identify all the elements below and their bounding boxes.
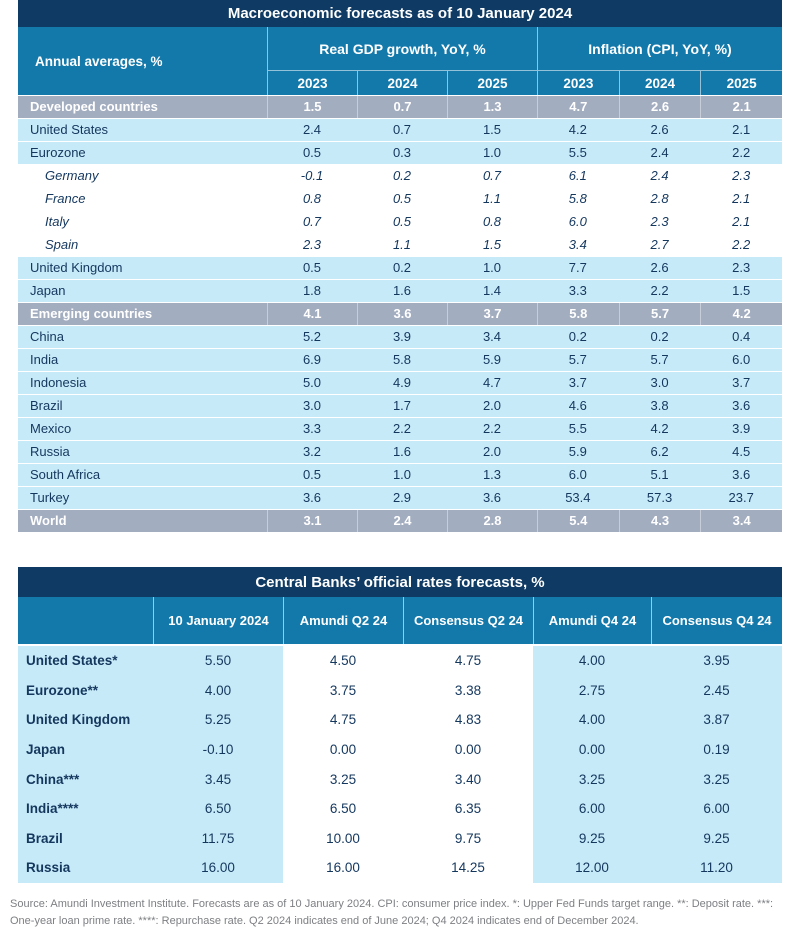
value-cell: 16.00 (283, 853, 403, 883)
value-cell: 2.2 (482, 421, 502, 436)
table-row-developed-countries (18, 95, 782, 118)
value-cell: 9.25 (533, 824, 651, 854)
table-row-brazil (18, 824, 782, 854)
row-label: Mexico (30, 421, 72, 436)
row-label: China*** (18, 764, 153, 794)
value-cell: 1.8 (302, 283, 322, 298)
value-cell: 5.9 (482, 352, 502, 367)
value-cell: 4.5 (732, 444, 751, 459)
value-cell: 2.75 (533, 676, 651, 706)
row-label: India**** (18, 794, 153, 824)
value-cell: 0.5 (302, 467, 322, 482)
value-cell: 3.6 (732, 467, 751, 482)
rates-table-title: Central Banks’ official rates forecasts, % (18, 567, 782, 597)
value-cell: 3.7 (447, 303, 537, 325)
value-cell: 4.83 (403, 705, 533, 735)
value-cell: 2.1 (700, 96, 782, 118)
value-cell: 14.25 (403, 853, 533, 883)
value-cell: 3.87 (651, 705, 782, 735)
table-row-united-states (18, 646, 782, 676)
row-label: South Africa (30, 467, 101, 482)
value-cell: 6.0 (732, 352, 751, 367)
value-cell: 2.4 (302, 122, 322, 137)
value-cell: 4.75 (403, 646, 533, 676)
table-row-russia (18, 440, 782, 463)
value-cell: 53.4 (565, 490, 591, 505)
value-cell: 2.6 (650, 122, 669, 137)
value-cell: 5.4 (537, 510, 619, 532)
value-cell: -0.1 (300, 168, 324, 183)
table-row-india (18, 794, 782, 824)
value-cell: 2.4 (650, 168, 669, 183)
value-cell: 5.7 (650, 352, 669, 367)
table-row-south-africa (18, 463, 782, 486)
value-cell: -0.10 (153, 735, 283, 765)
row-label: United States* (18, 646, 153, 676)
table-row-japan (18, 735, 782, 765)
value-cell: 2.3 (650, 214, 669, 229)
year-header: 2023 (267, 71, 357, 95)
value-cell: 2.9 (392, 490, 412, 505)
rates-table-body (18, 644, 782, 883)
table-row-france (18, 187, 782, 210)
value-cell: 2.1 (732, 214, 751, 229)
table-row-united-kingdom (18, 256, 782, 279)
value-cell: 0.8 (302, 191, 322, 206)
value-cell: 6.0 (568, 467, 587, 482)
row-label: Developed countries (30, 99, 158, 114)
row-label: Brazil (30, 398, 63, 413)
central-bank-rates-table (18, 567, 782, 883)
value-cell: 0.2 (392, 168, 412, 183)
value-cell: 9.25 (651, 824, 782, 854)
value-cell: 7.7 (568, 260, 587, 275)
value-cell: 4.7 (482, 375, 502, 390)
row-label: China (30, 329, 64, 344)
year-header: 2023 (537, 71, 619, 95)
value-cell: 4.7 (537, 96, 619, 118)
value-cell: 5.8 (568, 191, 587, 206)
value-cell: 12.00 (533, 853, 651, 883)
year-header-row (267, 70, 782, 95)
value-cell: 5.0 (302, 375, 322, 390)
value-cell: 4.2 (700, 303, 782, 325)
value-cell: 2.3 (302, 237, 322, 252)
table-row-india (18, 348, 782, 371)
row-label: Brazil (18, 824, 153, 854)
value-cell: 3.4 (568, 237, 587, 252)
value-cell: 6.9 (302, 352, 322, 367)
value-cell: 3.40 (403, 764, 533, 794)
value-cell: 9.75 (403, 824, 533, 854)
value-cell: 2.45 (651, 676, 782, 706)
value-cell: 0.3 (392, 145, 412, 160)
table-row-brazil (18, 394, 782, 417)
value-cell: 2.1 (732, 191, 751, 206)
value-cell: 0.5 (392, 214, 412, 229)
value-cell: 3.7 (732, 375, 751, 390)
year-header: 2024 (619, 71, 701, 95)
value-cell: 6.50 (153, 794, 283, 824)
value-cell: 0.7 (357, 96, 447, 118)
value-cell: 2.6 (650, 260, 669, 275)
value-cell: 3.3 (568, 283, 587, 298)
value-cell: 3.75 (283, 676, 403, 706)
value-cell: 3.6 (482, 490, 502, 505)
year-header: 2025 (700, 71, 782, 95)
value-cell: 1.0 (482, 260, 502, 275)
value-cell: 23.7 (728, 490, 754, 505)
value-cell: 1.5 (482, 122, 502, 137)
table-row-germany (18, 164, 782, 187)
table-row-world (18, 509, 782, 532)
value-cell: 5.50 (153, 646, 283, 676)
value-cell: 1.3 (447, 96, 537, 118)
value-cell: 1.5 (267, 96, 357, 118)
value-cell: 0.4 (732, 329, 751, 344)
value-cell: 0.19 (651, 735, 782, 765)
column-header: Consensus Q2 24 (403, 597, 533, 644)
value-cell: 3.95 (651, 646, 782, 676)
value-cell: 1.6 (392, 283, 412, 298)
table-row-italy (18, 210, 782, 233)
value-cell: 6.50 (283, 794, 403, 824)
row-label: Turkey (30, 490, 70, 505)
value-cell: 3.1 (267, 510, 357, 532)
value-cell: 2.2 (392, 421, 412, 436)
value-cell: 2.0 (482, 398, 502, 413)
rates-table-header (18, 597, 782, 644)
value-cell: 3.4 (700, 510, 782, 532)
row-label: Japan (30, 283, 66, 298)
value-cell: 3.45 (153, 764, 283, 794)
value-cell: 2.7 (650, 237, 669, 252)
table-row-spain (18, 233, 782, 256)
value-cell: 5.7 (568, 352, 587, 367)
value-cell: 3.4 (482, 329, 502, 344)
value-cell: 0.00 (403, 735, 533, 765)
value-cell: 2.0 (482, 444, 502, 459)
value-cell: 3.25 (651, 764, 782, 794)
value-cell: 0.00 (283, 735, 403, 765)
table-row-japan (18, 279, 782, 302)
column-header: Consensus Q4 24 (651, 597, 782, 644)
value-cell: 3.38 (403, 676, 533, 706)
row-label: Italy (45, 214, 69, 229)
table-row-indonesia (18, 371, 782, 394)
value-cell: 3.25 (533, 764, 651, 794)
row-label: India (30, 352, 59, 367)
column-header-empty (18, 597, 153, 644)
row-label: United Kingdom (18, 705, 153, 735)
value-cell: 3.3 (302, 421, 322, 436)
macro-forecasts-table (18, 0, 782, 532)
value-cell: 2.2 (650, 283, 669, 298)
value-cell: 0.00 (533, 735, 651, 765)
value-cell: 0.2 (568, 329, 587, 344)
value-cell: 5.8 (392, 352, 412, 367)
row-label: Russia (18, 853, 153, 883)
value-cell: 2.8 (650, 191, 669, 206)
year-header: 2025 (447, 71, 537, 95)
value-cell: 6.0 (568, 214, 587, 229)
row-label: Germany (45, 168, 99, 183)
value-cell: 5.9 (568, 444, 587, 459)
value-cell: 2.4 (650, 145, 669, 160)
value-cell: 6.00 (533, 794, 651, 824)
value-cell: 2.8 (447, 510, 537, 532)
column-header: 10 January 2024 (153, 597, 283, 644)
value-cell: 16.00 (153, 853, 283, 883)
value-cell: 3.2 (302, 444, 322, 459)
table-row-eurozone (18, 676, 782, 706)
column-header: Amundi Q2 24 (283, 597, 403, 644)
value-cell: 0.7 (302, 214, 322, 229)
value-cell: 6.2 (650, 444, 669, 459)
value-cell: 2.4 (357, 510, 447, 532)
value-cell: 3.6 (732, 398, 751, 413)
value-cell: 0.5 (302, 260, 322, 275)
row-label: Indonesia (30, 375, 87, 390)
value-cell: 4.1 (267, 303, 357, 325)
table-row-turkey (18, 486, 782, 509)
value-cell: 5.2 (302, 329, 322, 344)
value-cell: 5.25 (153, 705, 283, 735)
value-cell: 0.7 (482, 168, 502, 183)
value-cell: 6.00 (651, 794, 782, 824)
value-cell: 3.9 (392, 329, 412, 344)
row-label: Eurozone** (18, 676, 153, 706)
value-cell: 3.9 (732, 421, 751, 436)
value-cell: 0.7 (392, 122, 412, 137)
value-cell: 4.2 (650, 421, 669, 436)
value-cell: 2.6 (619, 96, 701, 118)
row-label: Eurozone (30, 145, 86, 160)
macro-table-header (18, 27, 782, 95)
row-label: Russia (30, 444, 70, 459)
value-cell: 5.5 (568, 421, 587, 436)
row-label: Spain (45, 237, 79, 252)
value-cell: 4.3 (619, 510, 701, 532)
value-cell: 1.1 (482, 191, 502, 206)
value-cell: 10.00 (283, 824, 403, 854)
value-cell: 2.3 (732, 168, 751, 183)
value-cell: 1.7 (392, 398, 412, 413)
row-label: France (45, 191, 86, 206)
value-cell: 4.50 (283, 646, 403, 676)
value-cell: 0.8 (482, 214, 502, 229)
table-row-united-states (18, 118, 782, 141)
group-header-gdp: Real GDP growth, YoY, % (267, 27, 537, 70)
group-header-inflation: Inflation (CPI, YoY, %) (537, 27, 782, 70)
value-cell: 6.35 (403, 794, 533, 824)
value-cell: 11.20 (651, 853, 782, 883)
value-cell: 4.75 (283, 705, 403, 735)
value-cell: 5.7 (619, 303, 701, 325)
value-cell: 4.00 (533, 705, 651, 735)
value-cell: 0.2 (650, 329, 669, 344)
value-cell: 2.2 (732, 237, 751, 252)
value-cell: 1.3 (482, 467, 502, 482)
value-cell: 3.6 (357, 303, 447, 325)
value-cell: 1.0 (392, 467, 412, 482)
value-cell: 57.3 (646, 490, 673, 505)
macro-table-title: Macroeconomic forecasts as of 10 January 2024 (18, 0, 782, 27)
value-cell: 1.6 (392, 444, 412, 459)
value-cell: 2.2 (732, 145, 751, 160)
value-cell: 2.3 (732, 260, 751, 275)
value-cell: 3.25 (283, 764, 403, 794)
value-cell: 1.1 (392, 237, 412, 252)
value-cell: 1.4 (482, 283, 502, 298)
value-cell: 3.8 (650, 398, 669, 413)
table-row-emerging-countries (18, 302, 782, 325)
year-header: 2024 (357, 71, 447, 95)
value-cell: 3.7 (568, 375, 587, 390)
row-label: Emerging countries (30, 306, 153, 321)
value-cell: 11.75 (153, 824, 283, 854)
value-cell: 4.00 (533, 646, 651, 676)
value-cell: 1.0 (482, 145, 502, 160)
value-cell: 3.0 (302, 398, 322, 413)
value-cell: 6.1 (568, 168, 587, 183)
value-cell: 0.5 (392, 191, 412, 206)
table-row-mexico (18, 417, 782, 440)
row-label: United Kingdom (30, 260, 123, 275)
table-row-china (18, 764, 782, 794)
table-row-china (18, 325, 782, 348)
value-cell: 3.6 (302, 490, 322, 505)
value-cell: 5.8 (537, 303, 619, 325)
value-cell: 1.5 (482, 237, 502, 252)
table-row-united-kingdom (18, 705, 782, 735)
row-header-label: Annual averages, % (35, 53, 163, 69)
value-cell: 1.5 (732, 283, 751, 298)
row-label: Japan (18, 735, 153, 765)
row-label: United States (30, 122, 109, 137)
value-cell: 2.1 (732, 122, 751, 137)
table-row-russia (18, 853, 782, 883)
row-label: World (30, 513, 67, 528)
macro-table-body (18, 95, 782, 532)
value-cell: 4.9 (392, 375, 412, 390)
value-cell: 5.1 (650, 467, 669, 482)
value-cell: 5.5 (568, 145, 587, 160)
value-cell: 4.6 (568, 398, 587, 413)
value-cell: 4.00 (153, 676, 283, 706)
value-cell: 3.0 (650, 375, 669, 390)
value-cell: 0.2 (392, 260, 412, 275)
source-footnote: Source: Amundi Investment Institute. Forecasts are as of 10 January 2024. CPI: consumer price index. *: Upper Fed Funds target range. **: Deposit rate. ***: One-year loan prime rate. ****: Repurchase rate. Q2 2024 indicates end of June 2024; Q4 2024 indicates end of December 2024. (10, 897, 774, 928)
value-cell: 0.5 (302, 145, 322, 160)
value-cell: 4.2 (568, 122, 587, 137)
column-header: Amundi Q4 24 (533, 597, 651, 644)
table-row-eurozone (18, 141, 782, 164)
